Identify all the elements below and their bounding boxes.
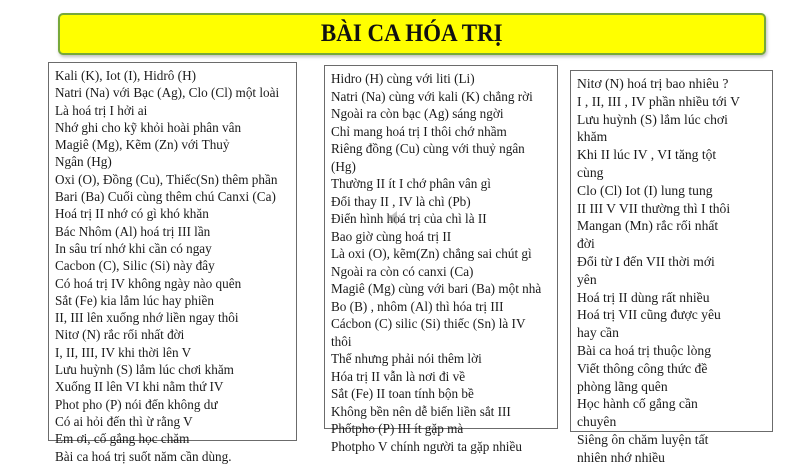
verse-line: Nhớ ghi cho kỹ khỏi hoài phân vân (55, 119, 242, 135)
verse-line: I, II, III, IV khi thời lên V (55, 344, 192, 360)
verse-box-2 (324, 65, 558, 454)
speaker-icon[interactable] (387, 210, 405, 226)
verse-line: Mangan (Mn) rắc rối nhất (577, 218, 719, 234)
verse-line: Phot pho (P) nói đến không dư (55, 396, 218, 412)
verse-line: Photpho V chính người ta gặp nhiều (331, 438, 522, 454)
verse-line: Chỉ mang hoá trị I thôi chớ nhầm (331, 123, 507, 139)
verse-line: hay cần (577, 325, 619, 341)
verse-line: Sắt (Fe) kia lắm lúc hay phiền (55, 292, 214, 308)
verse-line: Magiê (Mg), Kẽm (Zn) với Thuỷ (55, 137, 230, 153)
verse-line: I , II, III , IV phần nhiều tới V (577, 93, 740, 109)
verse-line: Lưu huỳnh (S) lắm lúc chơi (577, 111, 728, 127)
verse-line: Natri (Na) với Bạc (Ag), Clo (Cl) một loài (55, 85, 280, 101)
verse-line: nhiên nhớ nhiều (577, 449, 665, 465)
verse-line: Hoá trị VII cũng được yêu (577, 307, 721, 323)
verse-line: Xuống II lên VI khi nằm thứ IV (55, 379, 224, 395)
verse-line: (Hg) (331, 158, 356, 174)
verse-line: Kali (K), Iot (I), Hidrô (H) (55, 68, 196, 83)
verse-line: Natri (Na) cùng với kali (K) chẳng rời (331, 88, 533, 104)
verse-line: II, III lên xuống nhớ liền ngay thôi (55, 310, 239, 326)
verse-line: Học hành cố gắng cần (577, 396, 698, 412)
verse-line: Không bền nên dễ biến liền sắt III (331, 403, 511, 419)
verse-line: Khi II lúc IV , VI tăng tột (577, 147, 717, 163)
verse-line: Hoá trị II dùng rất nhiều (577, 289, 710, 305)
verse-line: Nitơ (N) hoá trị bao nhiêu ? (577, 76, 729, 91)
verse-line: Bao giờ cùng hoá trị II (331, 228, 452, 244)
verse-line: Ngoài ra còn có canxi (Ca) (331, 263, 474, 279)
verse-line: Em ơi, cố gắng học chăm (55, 431, 190, 447)
verse-box-3 (570, 70, 773, 465)
verse-line: Riêng đồng (Cu) cùng với thuỷ ngân (331, 141, 525, 156)
verse-line: Ngoài ra còn bạc (Ag) sáng ngời (331, 106, 504, 121)
verse-line: chuyên (577, 414, 617, 430)
verse-line: Bác Nhôm (Al) hoá trị III lần (55, 223, 211, 239)
verse-line: phòng lãng quên (577, 378, 668, 394)
verse-line: Phốtpho (P) III ít gặp mà (331, 421, 464, 436)
verse-line: II III V VII thường thì I thôi (577, 200, 731, 216)
verse-box-1 (48, 62, 297, 464)
verse-line: Hidro (H) cùng với liti (Li) (331, 71, 475, 86)
verse-line: Nitơ (N) rắc rối nhất đời (55, 327, 185, 343)
verse-line: In sâu trí nhớ khi cần có ngay (55, 240, 212, 256)
verse-line: Đổi thay II , IV là chì (Pb) (331, 193, 471, 209)
verse-line: khăm (577, 129, 608, 145)
verse-line: Thường II ít I chớ phân vân gì (331, 176, 491, 191)
verse-line: Siêng ôn chăm luyện tất (577, 431, 709, 447)
verse-line: Cácbon (C) silic (Si) thiếc (Sn) là IV (331, 316, 526, 331)
page-title: BÀI CA HÓA TRỊ (321, 20, 503, 47)
verse-line: Thế nhưng phải nói thêm lời (331, 351, 482, 366)
verse-line: Hóa trị II vẫn là nơi đi về (331, 368, 466, 384)
verse-line: Bari (Ba) Cuối cùng thêm chú Canxi (Ca) (55, 189, 276, 205)
verse-line: Cacbon (C), Silic (Si) này đây (55, 258, 215, 274)
verse-line: Có hoá trị IV không ngày nào quên (55, 275, 242, 291)
verse-line: Bài ca hoá trị thuộc lòng (577, 342, 712, 358)
verse-line: Là oxi (O), kẽm(Zn) chẳng sai chút gì (331, 246, 532, 261)
verse-line: Ngân (Hg) (55, 154, 112, 170)
verse-line: đời (577, 236, 595, 252)
title-banner (58, 13, 766, 55)
verse-line: Là hoá trị I hởi ai (55, 102, 148, 118)
verse-line: Bài ca hoá trị suốt năm cần dùng. (55, 448, 232, 464)
verse-line: yên (577, 271, 597, 287)
verse-line: Clo (Cl) Iot (I) lung tung (577, 182, 713, 198)
verse-line: Hoá trị II nhớ có gì khó khăn (55, 206, 209, 222)
verse-line: Magiê (Mg) cùng với bari (Ba) một nhà (331, 281, 542, 296)
verse-line: Đổi từ I đến VII thời mới (577, 253, 715, 269)
verse-line: cùng (577, 164, 604, 180)
verse-line: thôi (331, 333, 352, 349)
verse-line: Bo (B) , nhôm (Al) thì hóa trị III (331, 298, 504, 314)
verse-line: Điển hình hoá trị của chì là II (331, 211, 487, 226)
verse-line: Sắt (Fe) II toan tính bộn bề (331, 386, 474, 401)
verse-line: Có ai hỏi đến thì ừ rằng V (55, 413, 193, 429)
verse-line: Oxi (O), Đồng (Cu), Thiếc(Sn) thêm phần (55, 171, 278, 187)
verse-line: Lưu huỳnh (S) lắm lúc chơi khăm (55, 362, 234, 378)
verse-line: Viết thông công thức đề (577, 360, 708, 376)
